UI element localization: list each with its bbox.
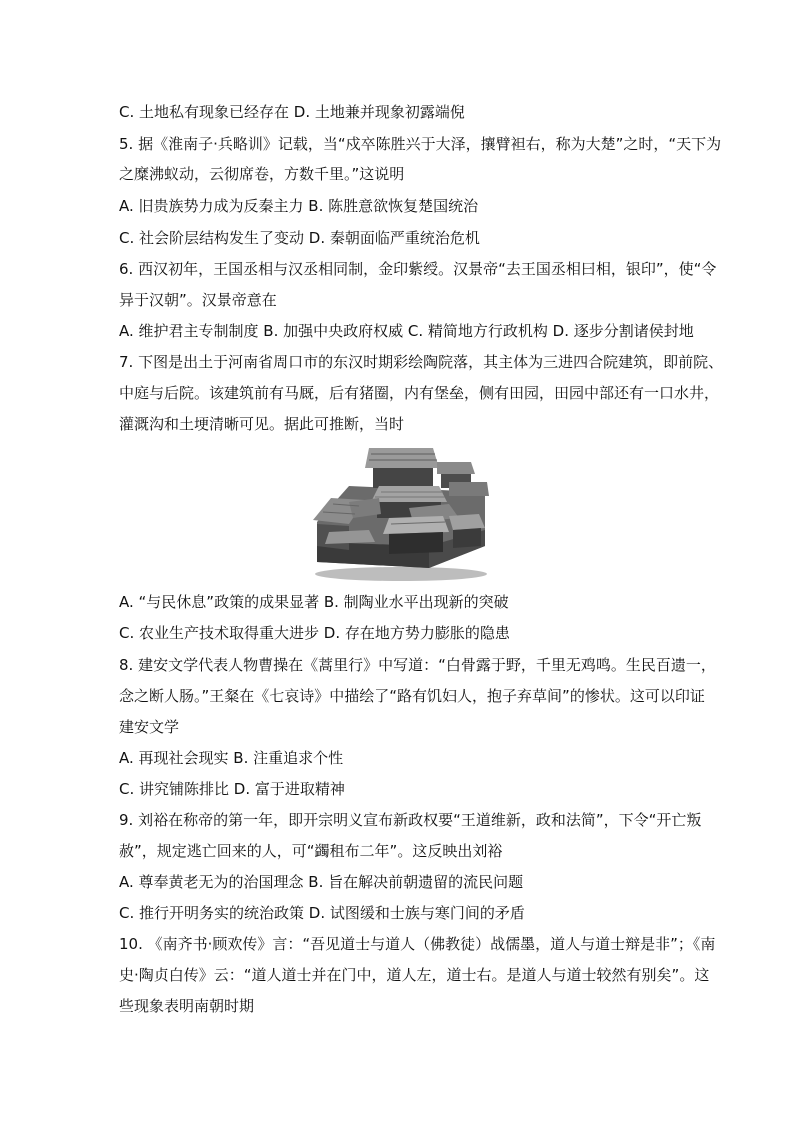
q8-stem-line-3: 建安文学 [119, 718, 180, 736]
q5-options-ab: A. 旧贵族势力成为反秦主力 B. 陈胜意欲恢复楚国统治 [119, 197, 479, 215]
q8-stem-line-1: 8. 建安文学代表人物曹操在《蒿里行》中写道：“白骨露于野，千里无鸡鸣。生民百遗一， [119, 656, 716, 674]
q7-stem-line-3: 灌溉沟和土埂清晰可见。据此可推断，当时 [119, 415, 405, 433]
q5-stem-line-2: 之糜沸蚁动，云彻席卷，方数千里。”这说明 [119, 165, 405, 183]
q10-stem-line-1: 10. 《南齐书·顾欢传》言：“吾见道士与道人（佛教徒）战儒墨，道人与道士辩是非”；《南 [119, 935, 716, 953]
q5-stem-line-1: 5. 据《淮南子·兵略训》记载，当“戍卒陈胜兴于大泽，攘臂袒右，称为大楚”之时，“天下为 [119, 135, 722, 153]
q7-stem-line-1: 7. 下图是出土于河南省周口市的东汉时期彩绘陶院落，其主体为三进四合院建筑，即前院、 [119, 353, 724, 371]
pottery-courtyard-illustration [309, 442, 490, 582]
q6-stem-line-1: 6. 西汉初年，王国丞相与汉丞相同制，金印紫绶。汉景帝“去王国丞相曰相，银印”，使“令 [119, 260, 717, 278]
q9-stem-line-1: 9. 刘裕在称帝的第一年，即开宗明义宣布新政权要“王道维新，政和法简”，下令“开亡叛 [119, 811, 702, 829]
q8-stem-line-2: 念之断人肠。”王粲在《七哀诗》中描绘了“路有饥妇人，抱子弃草间”的惨状。这可以印证 [119, 687, 705, 705]
pottery-courtyard-image [309, 442, 490, 582]
q4-options-cd: C. 土地私有现象已经存在 D. 土地兼并现象初露端倪 [119, 103, 465, 121]
q9-options-ab: A. 尊奉黄老无为的治国理念 B. 旨在解决前朝遗留的流民问题 [119, 873, 524, 891]
q6-stem-line-2: 异于汉朝”。汉景帝意在 [119, 291, 277, 309]
q7-options-ab: A. “与民休息”政策的成果显著 B. 制陶业水平出现新的突破 [119, 593, 509, 611]
q7-options-cd: C. 农业生产技术取得重大进步 D. 存在地方势力膨胀的隐患 [119, 624, 510, 642]
q9-stem-line-2: 赦”，规定逃亡回来的人，可“蠲租布二年”。这反映出刘裕 [119, 842, 503, 860]
q10-stem-line-2: 史·陶贞白传》云：“道人道士并在门中，道人左，道士右。是道人与道士较然有别矣”。这 [119, 966, 710, 984]
q6-options: A. 维护君主专制制度 B. 加强中央政府权威 C. 精简地方行政机构 D. 逐步分割诸侯封地 [119, 322, 694, 340]
q8-options-ab: A. 再现社会现实 B. 注重追求个性 [119, 749, 344, 767]
q8-options-cd: C. 讲究铺陈排比 D. 富于进取精神 [119, 780, 345, 798]
q10-stem-line-3: 些现象表明南朝时期 [119, 997, 255, 1015]
q9-options-cd: C. 推行开明务实的统治政策 D. 试图缓和士族与寒门间的矛盾 [119, 904, 525, 922]
q7-stem-line-2: 中庭与后院。该建筑前有马厩，后有猪圈，内有堡垒，侧有田园，田园中部还有一口水井， [119, 384, 720, 402]
q5-options-cd: C. 社会阶层结构发生了变动 D. 秦朝面临严重统治危机 [119, 229, 480, 247]
